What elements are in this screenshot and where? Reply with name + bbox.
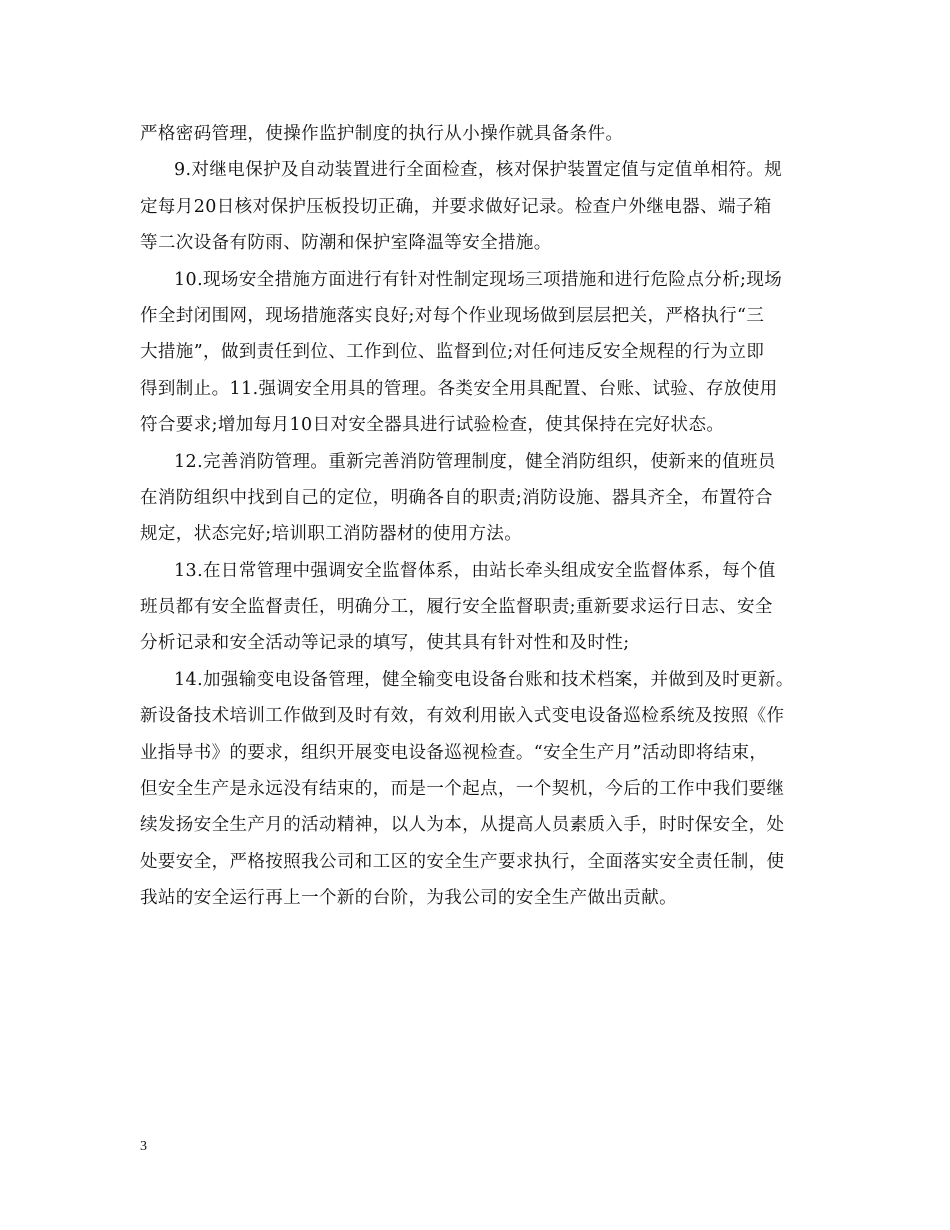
text-line: 大措施”，做到责任到位、工作到位、监督到位;对任何违反安全规程的行为立即 <box>140 342 765 363</box>
text-line: 处要安全，严格按照我公司和工区的安全生产要求执行，全面落实安全责任制，使 <box>140 851 785 872</box>
text-line: 规定，状态完好;培训职工消防器材的使用方法。 <box>140 524 523 545</box>
text-line: 新设备技术培训工作做到及时有效，有效利用嵌入式变电设备巡检系统及按照《作 <box>140 706 785 727</box>
text-line: 等二次设备有防雨、防潮和保护室降温等安全措施。 <box>140 233 552 254</box>
text-line: 业指导书》的要求，组织开展变电设备巡视检查。“安全生产月”活动即将结束， <box>140 742 768 763</box>
text-line: 严格密码管理，使操作监护制度的执行从小操作就具备条件。 <box>140 124 624 144</box>
text-line: 13.在日常管理中强调安全监督体系，由站长牵头组成安全监督体系，每个值 <box>174 560 776 581</box>
text-line: 在消防组织中找到自己的定位，明确各自的职责;消防设施、器具齐全，布置符合 <box>140 487 773 508</box>
text-line: 定每月20日核对保护压板投切正确，并要求做好记录。检查户外继电器、端子箱 <box>140 196 772 217</box>
text-line: 作全封闭围网，现场措施落实良好;对每个作业现场做到层层把关，严格执行“三 <box>140 305 765 326</box>
text-line: 9.对继电保护及自动装置进行全面检查，核对保护装置定值与定值单相符。规 <box>174 160 783 181</box>
text-line: 班员都有安全监督责任，明确分工，履行安全监督职责;重新要求运行日志、安全 <box>140 597 773 618</box>
text-line: 符合要求;增加每月10日对安全器具进行试验检查，使其保持在完好状态。 <box>140 415 725 436</box>
text-line: 分析记录和安全活动等记录的填写，使其具有针对性和及时性; <box>140 633 630 654</box>
text-line: 但安全生产是永远没有结束的，而是一个起点，一个契机，今后的工作中我们要继 <box>140 779 785 800</box>
text-line: 14.加强输变电设备管理，健全输变电设备台账和技术档案，并做到及时更新。 <box>174 669 794 690</box>
document-body <box>140 116 815 917</box>
text-line: 得到制止。11.强调安全用具的管理。各类安全用具配置、台账、试验、存放使用 <box>140 378 778 399</box>
text-line: 12.完善消防管理。重新完善消防管理制度，健全消防组织，使新来的值班员 <box>174 451 776 472</box>
text-line: 10.现场安全措施方面进行有针对性制定现场三项措施和进行危险点分析;现场 <box>174 269 783 290</box>
page-number: 3 <box>140 1139 147 1154</box>
text-line: 我站的安全运行再上一个新的台阶，为我公司的安全生产做出贡献。 <box>140 888 677 909</box>
text-line: 续发扬安全生产月的活动精神，以人为本，从提高人员素质入手，时时保安全，处 <box>140 815 785 836</box>
